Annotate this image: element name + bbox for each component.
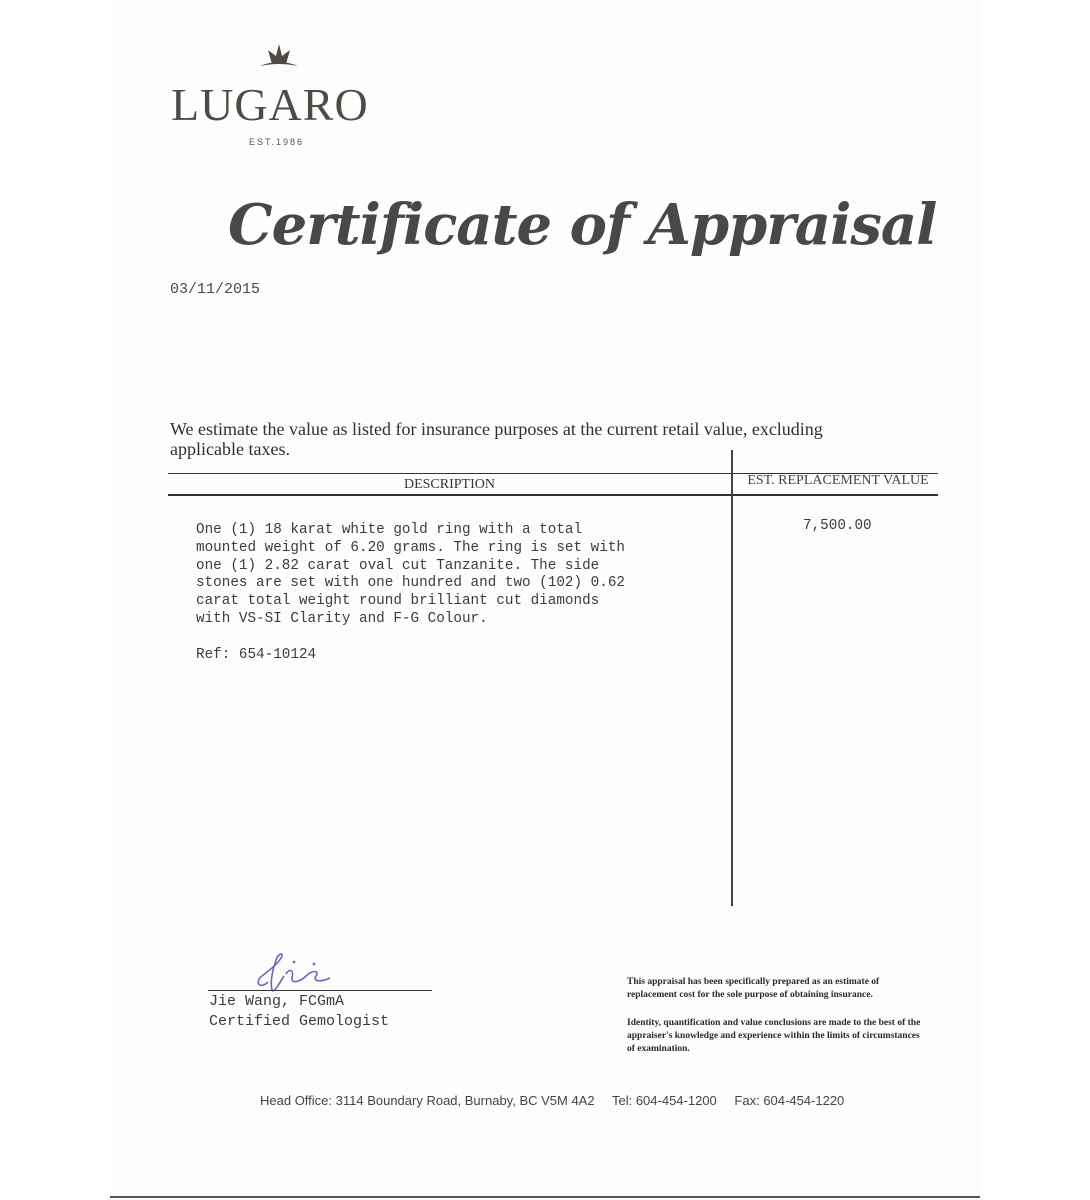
certificate-date: 03/11/2015 <box>170 281 261 298</box>
intro-statement: We estimate the value as listed for insurance purposes at the current retail value, excluding applicable taxes. <box>170 419 823 459</box>
disclaimer-purpose: This appraisal has been specifically prepared as an estimate of replacement cost for the sole purpose of obtaining insurance. <box>627 977 880 1000</box>
replacement-value: 7,500.00 <box>803 518 872 534</box>
brand-established: EST.1986 <box>249 137 305 147</box>
table-header-bottom-rule <box>168 494 938 496</box>
crown-icon <box>258 44 300 70</box>
item-description: One (1) 18 karat white gold ring with a total mounted weight of 6.20 grams. The ring is set with one (1) 2.82 carat oval cut Tanzanite. The side stones are set with one hundred and two (102) 0.62 carat total weight round brilliant cut diamonds with VS-SI Clarity and F-G Colour. <box>196 522 625 627</box>
value-column-header: EST. REPLACEMENT VALUE <box>747 473 929 488</box>
footer-fax: Fax: 604-454-1220 <box>734 1093 845 1108</box>
description-column-header: DESCRIPTION <box>403 477 495 492</box>
footer-tel: Tel: 604-454-1200 <box>611 1093 717 1108</box>
item-reference: Ref: 654-10124 <box>196 647 317 663</box>
footer-contact <box>260 1093 858 1108</box>
footer-head-office: Head Office: 3114 Boundary Road, Burnaby, BC V5M 4A2 <box>260 1093 595 1108</box>
page-edge-rule <box>110 1196 980 1198</box>
column-divider <box>731 450 733 906</box>
signature-mark <box>250 952 340 994</box>
signature-line <box>208 990 432 991</box>
appraiser-name: Jie Wang, FCGmA <box>209 993 345 1010</box>
appraiser-title: Certified Gemologist <box>209 1013 390 1030</box>
page-title: Certificate of Appraisal <box>228 192 937 258</box>
brand-logo-name: LUGARO <box>171 79 369 130</box>
disclaimer-basis: Identity, quantification and value conclusions are made to the best of the appraiser's knowledge and experience within the limits of circumstances of examination. <box>627 1018 921 1054</box>
